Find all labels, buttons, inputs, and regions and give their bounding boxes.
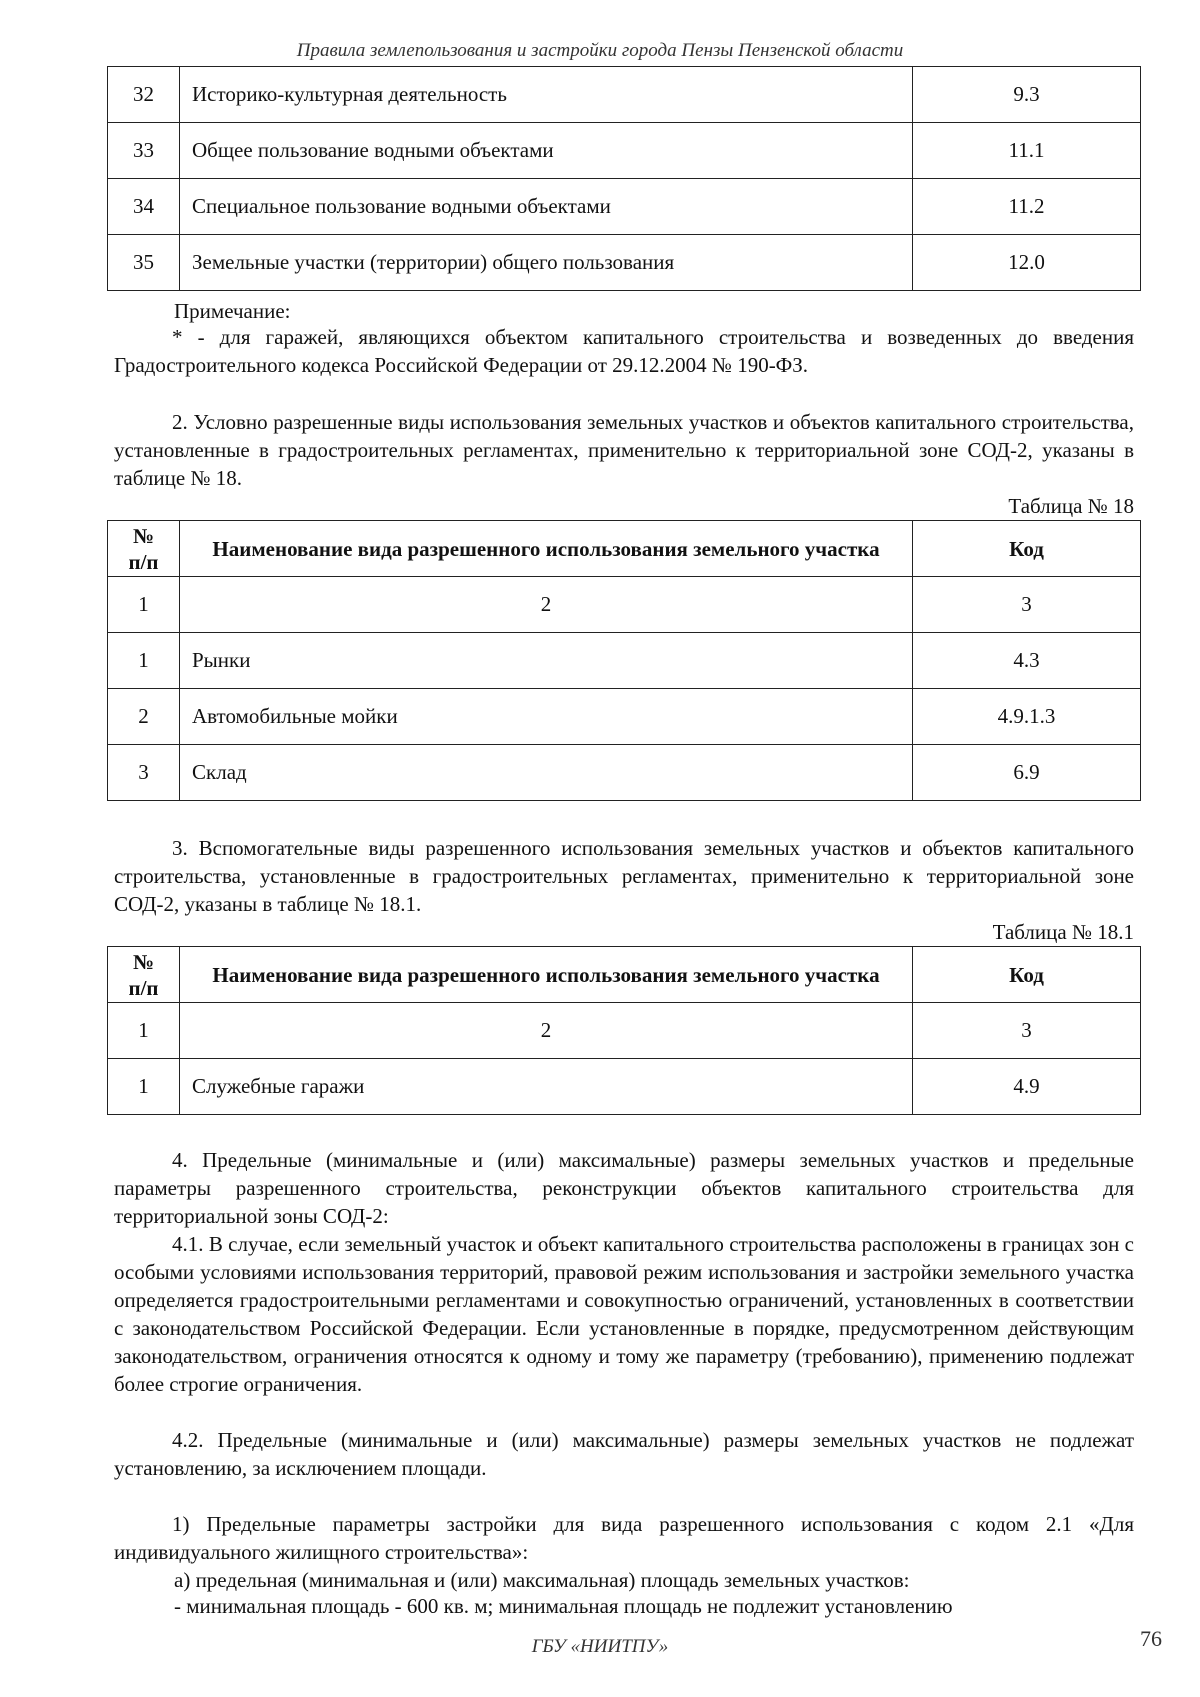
paragraph-4-2: 4.2. Предельные (минимальные и (или) максимальные) размеры земельных участков не подлежат установлению, за исключением площади. [114, 1428, 1134, 1480]
index-number: 1 [108, 1003, 180, 1059]
table-row [108, 633, 1141, 689]
table-row [108, 745, 1141, 801]
table-row [108, 1059, 1141, 1115]
col-header-code: Код [913, 947, 1141, 1003]
table-index-row [108, 1003, 1141, 1059]
row-name: Склад [180, 745, 913, 801]
row-number: 34 [108, 179, 180, 235]
index-number: 1 [108, 577, 180, 633]
page-number: 76 [1140, 1626, 1162, 1651]
col-header-name: Наименование вида разрешенного использования земельного участка [180, 521, 913, 577]
table-row [108, 689, 1141, 745]
index-code: 3 [913, 577, 1141, 633]
row-name: Общее пользование водными объектами [180, 123, 913, 179]
table-row [108, 123, 1141, 179]
table-row [108, 179, 1141, 235]
row-code: 4.3 [913, 633, 1141, 689]
row-number: 1 [108, 1059, 180, 1115]
row-number: 1 [108, 633, 180, 689]
col-header-name: Наименование вида разрешенного использования земельного участка [180, 947, 913, 1003]
col-header-number: № п/п [108, 947, 180, 1003]
row-name: Рынки [180, 633, 913, 689]
row-name: Служебные гаражи [180, 1059, 913, 1115]
row-code: 4.9.1.3 [913, 689, 1141, 745]
table-header-row [108, 521, 1141, 577]
table-18-caption: Таблица № 18 [1008, 494, 1134, 518]
table-18-1-caption: Таблица № 18.1 [992, 920, 1134, 944]
table-continuation [107, 66, 1141, 291]
paragraph-4-1: 4.1. В случае, если земельный участок и объект капитального строительства расположены в границах зон с особыми условиями использования территорий, правовой режим использования и застройки земельного участка определяется градостроительными регламентами и совокупностью ограничений, установленных в соответствии с законодательством Российской Федерации. Если установленные в порядке, предусмотренном действующим законодательством, ограничения относятся к одному и тому же параметру (требованию), применению подлежат более строгие ограничения. [114, 1232, 1134, 1396]
table-18 [107, 520, 1141, 801]
row-number: 33 [108, 123, 180, 179]
row-code: 4.9 [913, 1059, 1141, 1115]
note-text: * - для гаражей, являющихся объектом капитального строительства и возведенных до введения Градостроительного кодекса Российской Федерации от 29.12.2004 № 190-ФЗ. [114, 325, 1134, 377]
row-number: 35 [108, 235, 180, 291]
row-name: Земельные участки (территории) общего пользования [180, 235, 913, 291]
row-code: 12.0 [913, 235, 1141, 291]
row-code: 9.3 [913, 67, 1141, 123]
line-min-area: - минимальная площадь - 600 кв. м; минимальная площадь не подлежит установлению [174, 1594, 953, 1618]
col-header-number: № п/п [108, 521, 180, 577]
index-name: 2 [180, 577, 913, 633]
row-code: 11.1 [913, 123, 1141, 179]
row-number: 32 [108, 67, 180, 123]
index-name: 2 [180, 1003, 913, 1059]
row-code: 11.2 [913, 179, 1141, 235]
row-name: Историко-культурная деятельность [180, 67, 913, 123]
line-a: а) предельная (минимальная и (или) максимальная) площадь земельных участков: [174, 1568, 910, 1592]
running-header: Правила землепользования и застройки города Пензы Пензенской области [296, 40, 904, 61]
paragraph-4: 4. Предельные (минимальные и (или) максимальные) размеры земельных участков и предельные параметры разрешенного строительства, реконструкции объектов капитального строительства для территориальной зоны СОД-2: [114, 1148, 1134, 1228]
table-index-row [108, 577, 1141, 633]
paragraph-2: 2. Условно разрешенные виды использования земельных участков и объектов капитального строительства, установленные в градостроительных регламентах, применительно к территориальной зоне СОД-2, указаны в таблице № 18. [114, 410, 1134, 490]
table-18-1 [107, 946, 1141, 1115]
table-row [108, 67, 1141, 123]
table-row [108, 235, 1141, 291]
row-name: Специальное пользование водными объектами [180, 179, 913, 235]
table-header-row [108, 947, 1141, 1003]
row-number: 3 [108, 745, 180, 801]
index-code: 3 [913, 1003, 1141, 1059]
row-name: Автомобильные мойки [180, 689, 913, 745]
col-header-code: Код [913, 521, 1141, 577]
note-title: Примечание: [174, 299, 291, 323]
row-number: 2 [108, 689, 180, 745]
running-footer: ГБУ «НИИТПУ» [531, 1636, 669, 1657]
paragraph-param-1: 1) Предельные параметры застройки для вида разрешенного использования с кодом 2.1 «Для индивидуального жилищного строительства»: [114, 1512, 1134, 1564]
row-code: 6.9 [913, 745, 1141, 801]
paragraph-3: 3. Вспомогательные виды разрешенного использования земельных участков и объектов капитального строительства, установленные в градостроительных регламентах, применительно к территориальной зоне СОД-2, указаны в таблице № 18.1. [114, 836, 1134, 916]
